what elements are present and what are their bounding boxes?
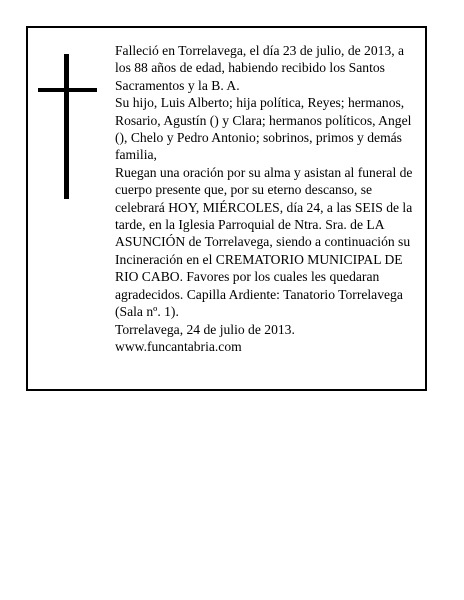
website: www.funcantabria.com: [115, 338, 242, 354]
cross-icon: [38, 54, 98, 199]
cross-horizontal-bar: [38, 88, 97, 92]
place-date: Torrelavega, 24 de julio de 2013.: [115, 321, 295, 337]
family-list: Su hijo, Luis Alberto; hija política, Reyes; hermanos, Rosario, Agustín () y Clara; hermanos políticos, Angel (), Chelo y Pedro Antonio; sobrinos, primos y demás familia,: [115, 95, 412, 163]
funeral-details: Ruegan una oración por su alma y asistan al funeral de cuerpo presente que, por su eterno descanso, se celebrará HOY, MIÉRCOLES, día 24, a las SEIS de la tarde, en la Iglesia Parroquial de Ntra. Sra. de LA ASUNCIÓN de Torrelavega, siendo a continuación su Incineración en el CREMATORIO MUNICIPAL DE RIO CABO. Favores por los cuales les quedaran agradecidos. Capilla Ardiente: Tanatorio Torrelavega (Sala nº. 1).: [115, 164, 413, 320]
obituary-notice: [26, 26, 427, 391]
death-announcement: Falleció en Torrelavega, el día 23 de julio, de 2013, a los 88 años de edad, habiendo recibido los Santos Sacramentos y la B. A.: [115, 43, 405, 93]
cross-vertical-bar: [64, 54, 69, 199]
notice-text: [115, 42, 415, 355]
